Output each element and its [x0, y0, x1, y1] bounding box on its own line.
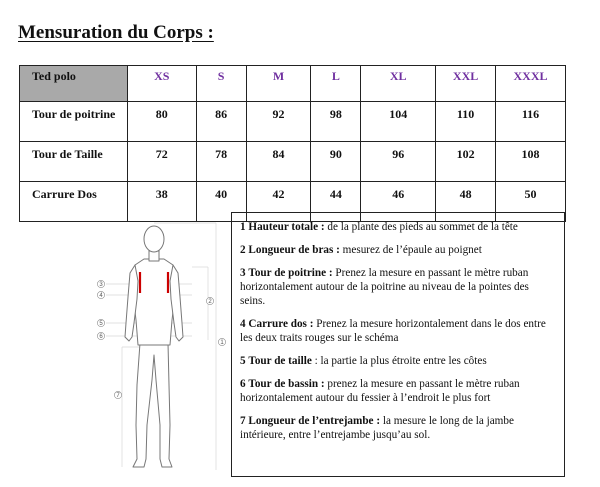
- table-cell: 86: [196, 102, 246, 142]
- row-label: Carrure Dos: [20, 182, 128, 222]
- legend-item: [240, 317, 556, 345]
- table-cell: 38: [127, 182, 196, 222]
- marker-circle-7: [114, 391, 121, 399]
- table-cell: 92: [246, 102, 311, 142]
- legend-term: Tour de bassin :: [248, 378, 325, 390]
- legend-description: prenez la mesure en passant le mètre ruban horizontalement autour du fessier à l’endroit le plus fort: [240, 378, 520, 404]
- table-cell: 98: [311, 102, 361, 142]
- table-cell: 72: [127, 142, 196, 182]
- table-cell: 116: [496, 102, 566, 142]
- legend-description: Prenez la mesure en passant le mètre ruban horizontalement autour de la poitrine au niveau de la pointes des seins.: [240, 267, 529, 307]
- legend-number: 1: [240, 221, 246, 233]
- table-cell: 96: [361, 142, 436, 182]
- size-chart-table: [19, 65, 566, 222]
- table-cell: 40: [196, 182, 246, 222]
- legend-item: [240, 220, 556, 234]
- legend-description: : la partie la plus étroite entre les côtes: [314, 355, 487, 367]
- table-row: [20, 102, 566, 142]
- svg-text:5: 5: [99, 321, 103, 328]
- legend-item: [240, 377, 556, 405]
- table-cell: 84: [246, 142, 311, 182]
- legend-term: Hauteur totale :: [248, 221, 325, 233]
- svg-text:6: 6: [99, 334, 103, 341]
- table-corner-label: Ted polo: [20, 66, 128, 102]
- marker-circle-4: [97, 291, 104, 299]
- marker-circle-5: [97, 319, 104, 327]
- svg-text:2: 2: [208, 299, 212, 306]
- table-cell: 46: [361, 182, 436, 222]
- legend-item: [240, 266, 556, 308]
- svg-text:4: 4: [99, 293, 103, 300]
- size-header: S: [196, 66, 246, 102]
- table-cell: 80: [127, 102, 196, 142]
- row-label: Tour de Taille: [20, 142, 128, 182]
- size-header: M: [246, 66, 311, 102]
- table-cell: 48: [436, 182, 496, 222]
- svg-text:1: 1: [220, 340, 224, 347]
- legend-number: 2: [240, 244, 246, 256]
- size-header: XXL: [436, 66, 496, 102]
- size-header: XL: [361, 66, 436, 102]
- page-title: Mensuration du Corps :: [18, 22, 214, 43]
- size-header: XS: [127, 66, 196, 102]
- measurement-legend: [231, 212, 565, 477]
- table-cell: 50: [496, 182, 566, 222]
- table-cell: 78: [196, 142, 246, 182]
- table-cell: 42: [246, 182, 311, 222]
- legend-number: 5: [240, 355, 246, 367]
- legend-term: Longueur de bras :: [248, 244, 340, 256]
- legend-item: [240, 414, 556, 442]
- size-header: XXXL: [496, 66, 566, 102]
- marker-circle-2: [206, 297, 213, 305]
- table-cell: 110: [436, 102, 496, 142]
- marker-circle-3: [97, 280, 104, 288]
- table-cell: 108: [496, 142, 566, 182]
- legend-item: [240, 243, 556, 257]
- legend-number: 4: [240, 318, 246, 330]
- table-header-row: [20, 66, 566, 102]
- size-header: L: [311, 66, 361, 102]
- table-cell: 102: [436, 142, 496, 182]
- table-row: [20, 142, 566, 182]
- body-measurement-figure: [92, 215, 232, 477]
- legend-term: Carrure dos :: [248, 318, 314, 330]
- legend-description: de la plante des pieds au sommet de la tête: [327, 221, 518, 233]
- legend-item: [240, 354, 556, 368]
- marker-circle-1: [218, 338, 225, 346]
- marker-circle-6: [97, 332, 104, 340]
- legend-number: 3: [240, 267, 246, 279]
- table-cell: 44: [311, 182, 361, 222]
- legend-number: 6: [240, 378, 246, 390]
- svg-text:3: 3: [99, 282, 103, 289]
- table-cell: 90: [311, 142, 361, 182]
- legend-number: 7: [240, 415, 246, 427]
- legend-description: Prenez la mesure horizontalement dans le dos entre les deux traits rouges sur le schéma: [240, 318, 546, 344]
- row-label: Tour de poitrine: [20, 102, 128, 142]
- table-cell: 104: [361, 102, 436, 142]
- legend-term: Tour de poitrine :: [248, 267, 333, 279]
- legend-term: Longueur de l’entrejambe :: [248, 415, 381, 427]
- legend-description: la mesure le long de la jambe intérieure, entre l’entrejambe jusqu’au sol.: [240, 415, 514, 441]
- svg-text:7: 7: [116, 393, 120, 400]
- legend-description: mesurez de l’épaule au poignet: [342, 244, 482, 256]
- legend-term: Tour de taille: [248, 355, 312, 367]
